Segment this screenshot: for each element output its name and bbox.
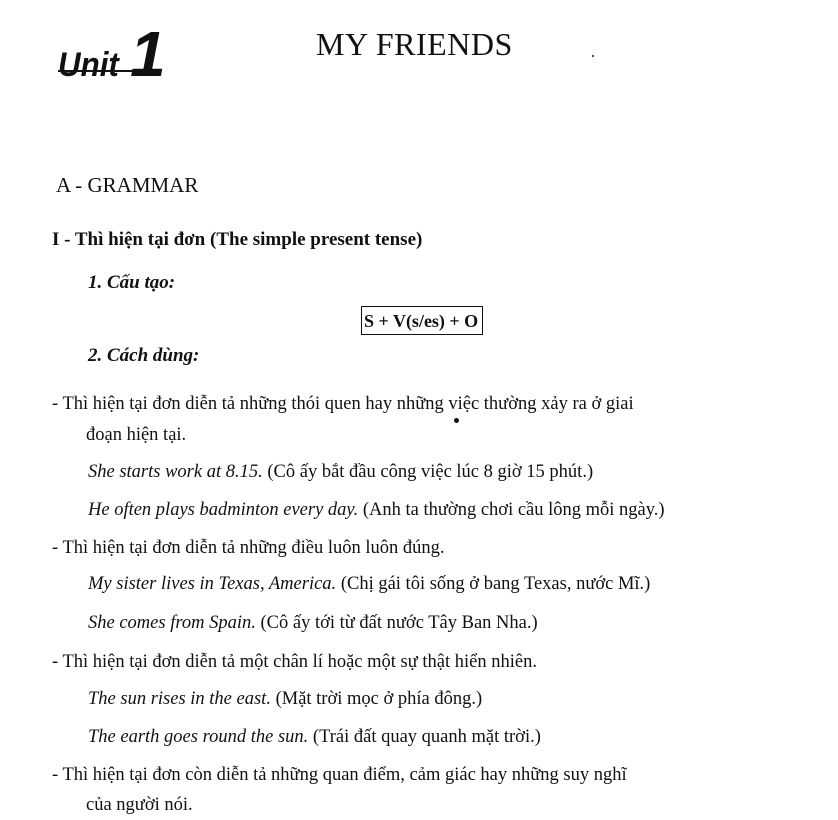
usage-heading: 2. Cách dùng: [88, 345, 200, 366]
unit-title: MY FRIENDS [316, 26, 513, 62]
example-en: She comes from Spain. [88, 613, 256, 633]
usage-point-1: - Thì hiện tại đơn diễn tả những thói quen hay những việc thường xảy ra ở giai [52, 394, 634, 414]
example-en: The earth goes round the sun. [88, 727, 309, 747]
example-3-2 [88, 724, 541, 750]
example-vi: (Mặt trời mọc ở phía đông.) [270, 689, 483, 709]
speck-mark [454, 418, 459, 423]
example-1-2 [88, 497, 665, 523]
example-en: The sun rises in the east. [88, 689, 271, 709]
example-2-1 [88, 571, 650, 597]
example-2-2 [88, 610, 538, 636]
example-3-1 [88, 686, 482, 712]
structure-heading: 1. Cấu tạo: [88, 272, 176, 293]
subsection-heading: I - Thì hiện tại đơn (The simple present tense) [52, 229, 423, 250]
example-vi: (Chị gái tôi sống ở bang Texas, nước Mĩ.) [336, 574, 651, 594]
usage-point-1-cont: đoạn hiện tại. [86, 425, 187, 445]
example-en: My sister lives in Texas, America. [88, 574, 337, 594]
unit-underline [58, 70, 158, 72]
section-heading: A - GRAMMAR [56, 173, 199, 197]
example-vi: (Trái đất quay quanh mặt trời.) [308, 727, 541, 747]
formula-box: S + V(s/es) + O [361, 306, 483, 335]
example-1-1 [88, 459, 593, 485]
usage-point-3: - Thì hiện tại đơn diễn tả một chân lí hoặc một sự thật hiển nhiên. [52, 652, 537, 672]
usage-point-2: - Thì hiện tại đơn diễn tả những điều luôn luôn đúng. [52, 538, 445, 558]
example-vi: (Cô ấy bắt đầu công việc lúc 8 giờ 15 phút.) [262, 462, 594, 482]
example-vi: (Anh ta thường chơi cầu lông mỗi ngày.) [358, 500, 665, 520]
unit-number: 1 [130, 18, 166, 90]
speck-mark [592, 55, 594, 57]
usage-point-4-cont: của người nói. [86, 795, 193, 815]
unit-word: Unit [58, 46, 119, 84]
unit-label [58, 18, 166, 90]
example-vi: (Cô ấy tới từ đất nước Tây Ban Nha.) [255, 613, 538, 633]
example-en: She starts work at 8.15. [88, 462, 263, 482]
usage-point-4: - Thì hiện tại đơn còn diễn tả những quan điểm, cảm giác hay những suy nghĩ [52, 765, 627, 785]
example-en: He often plays badminton every day. [88, 500, 359, 520]
